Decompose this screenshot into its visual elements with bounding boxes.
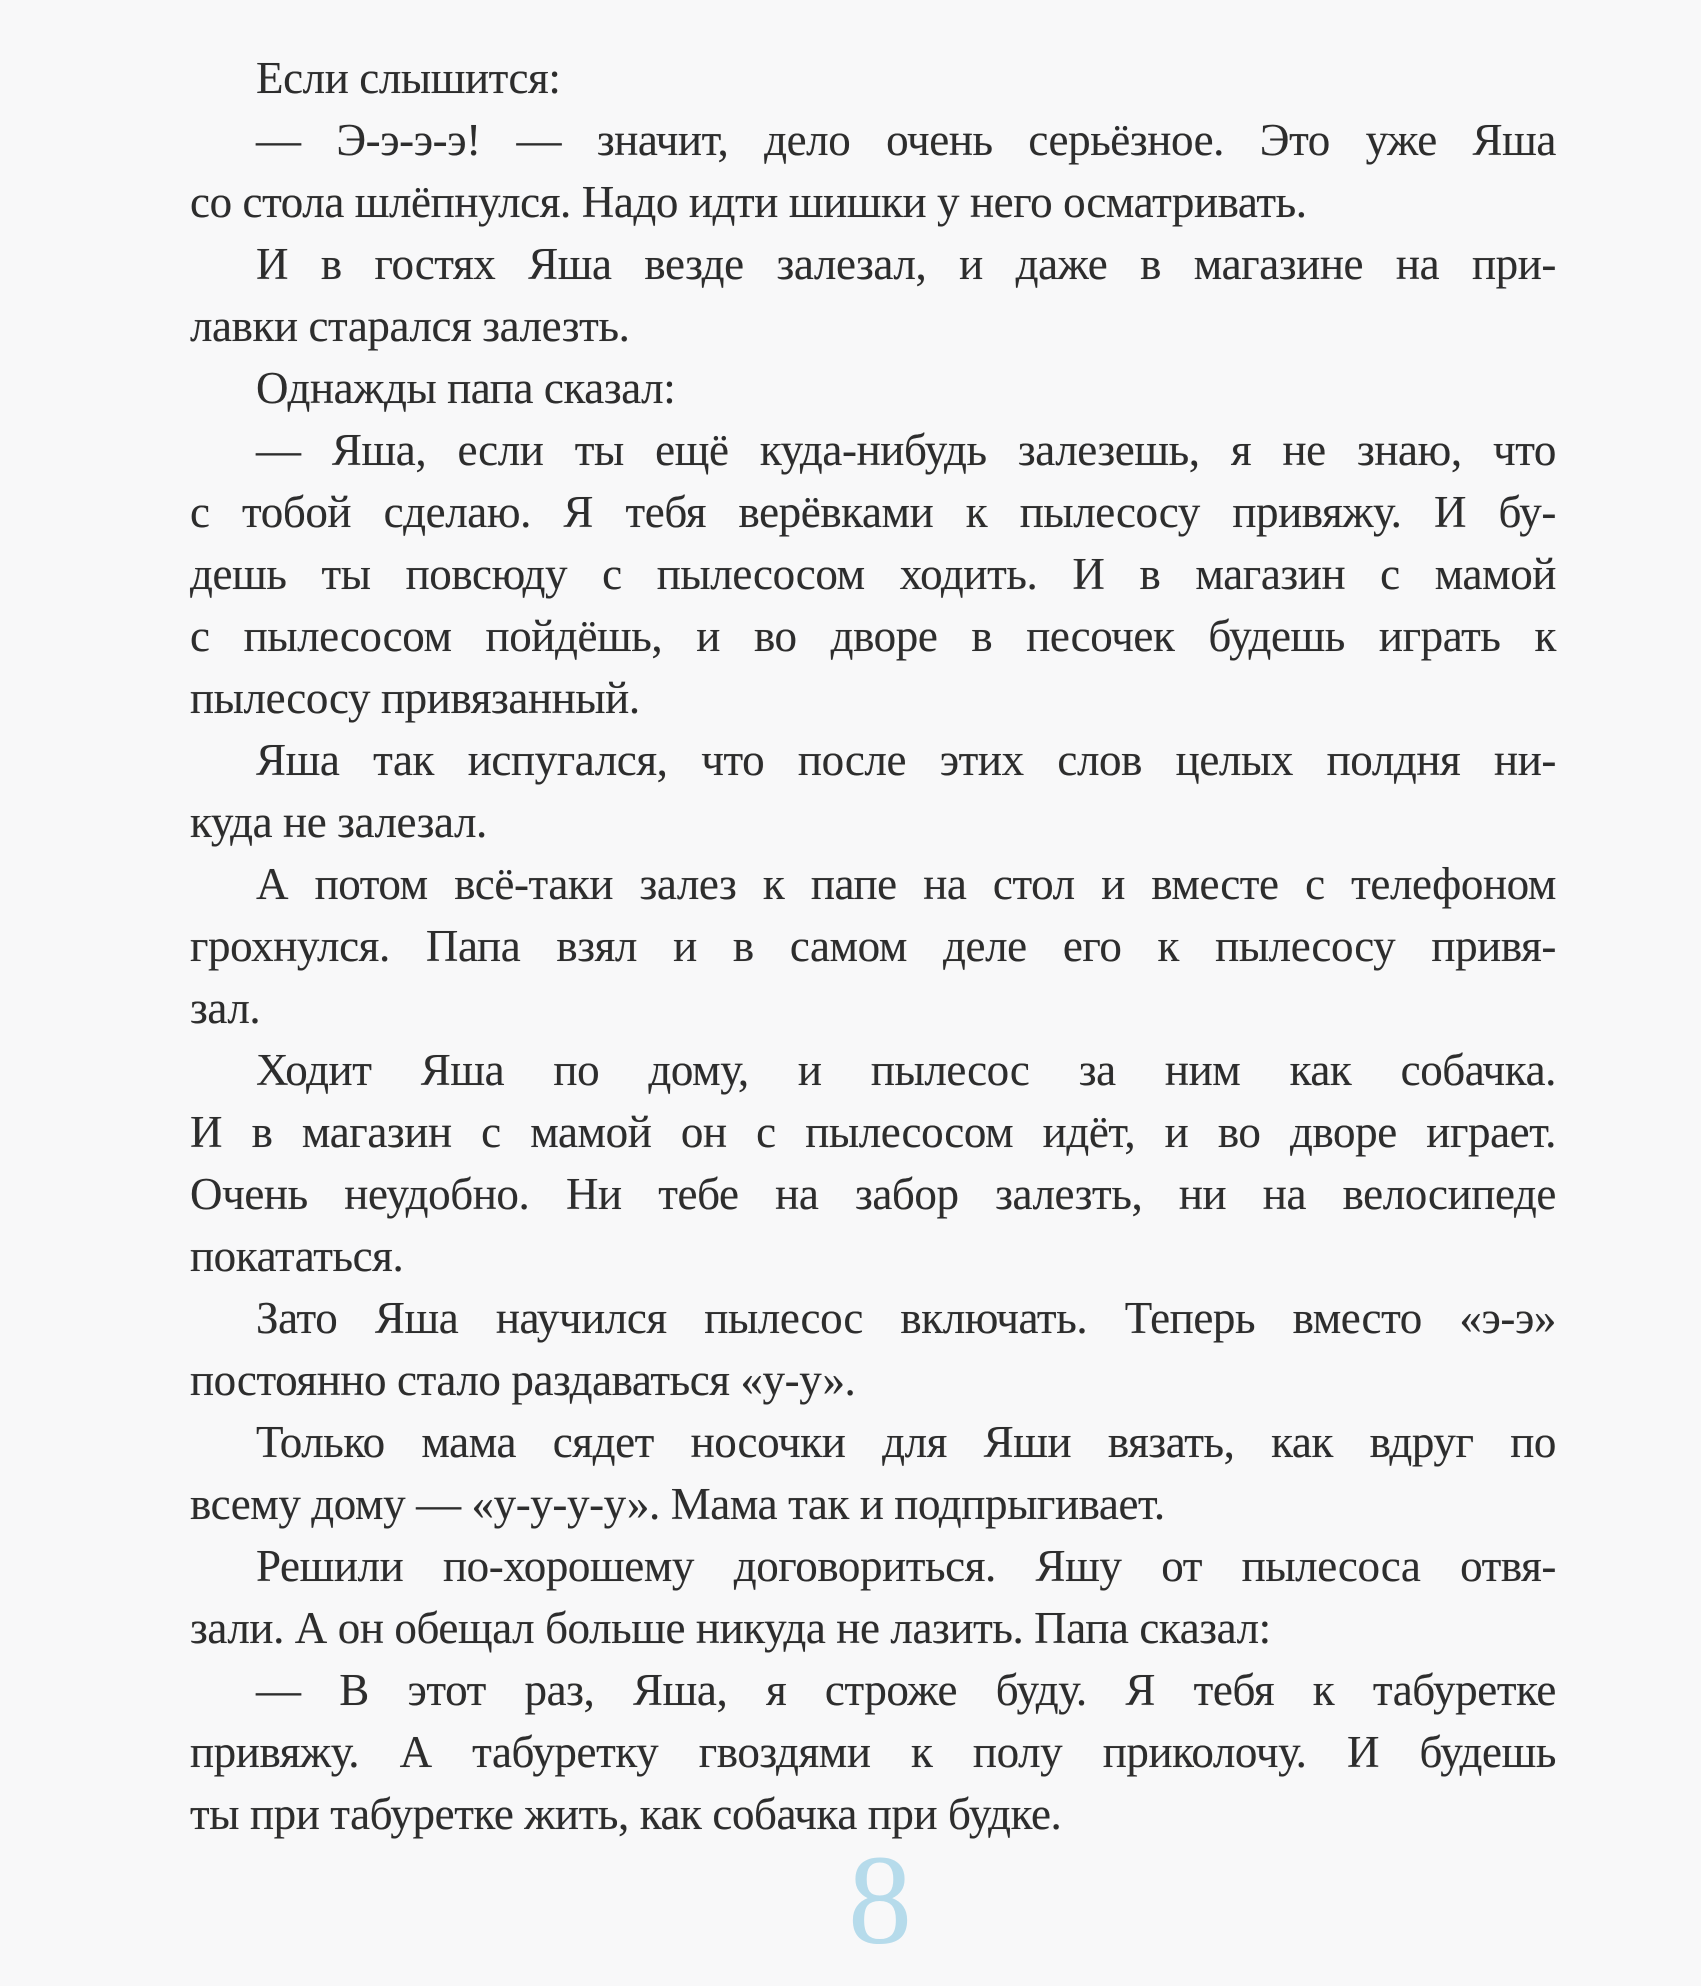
text-line: — Э-э-э-э! — значит, дело очень серьёзное. Это уже Яша: [256, 115, 1556, 165]
text-line: Если слышится:: [256, 53, 561, 103]
text-line: ты при табуретке жить, как собачка при будке.: [190, 1789, 1062, 1839]
text-line: А потом всё-таки залез к папе на стол и вместе с телефоном: [256, 859, 1556, 909]
text-line: — Яша, если ты ещё куда-нибудь залезешь, я не знаю, что: [256, 425, 1556, 475]
text-line: куда не залезал.: [190, 797, 487, 847]
text-line: пылесосу привязанный.: [190, 673, 640, 723]
text-line: зали. А он обещал больше никуда не лазить. Папа сказал:: [190, 1603, 1271, 1653]
text-line: Ходит Яша по дому, и пылесос за ним как собачка.: [256, 1045, 1556, 1095]
page-number: 8: [848, 1829, 912, 1971]
text-line: грохнулся. Папа взял и в самом деле его к пылесосу привя-: [190, 921, 1556, 971]
text-line: с пылесосом пойдёшь, и во дворе в песочек будешь играть к: [190, 611, 1556, 661]
text-line: дешь ты повсюду с пылесосом ходить. И в магазин с мамой: [190, 549, 1556, 599]
text-line: — В этот раз, Яша, я строже буду. Я тебя к табуретке: [256, 1665, 1556, 1715]
text-line: постоянно стало раздаваться «у-у».: [190, 1355, 856, 1405]
text-line: со стола шлёпнулся. Надо идти шишки у него осматривать.: [190, 177, 1307, 227]
text-line: зал.: [190, 983, 261, 1033]
text-line: с тобой сделаю. Я тебя верёвками к пылесосу привяжу. И бу-: [190, 487, 1556, 537]
text-line: лавки старался залезть.: [190, 301, 630, 351]
text-line: покататься.: [190, 1231, 404, 1281]
text-line: Очень неудобно. Ни тебе на забор залезть, ни на велосипеде: [190, 1169, 1556, 1219]
text-line: Однажды папа сказал:: [256, 363, 676, 413]
text-line: Только мама сядет носочки для Яши вязать, как вдруг по: [256, 1417, 1556, 1467]
page-text: [190, 47, 1556, 1845]
text-line: Решили по-хорошему договориться. Яшу от пылесоса отвя-: [256, 1541, 1556, 1591]
text-line: И в гостях Яша везде залезал, и даже в магазине на при-: [256, 239, 1556, 289]
text-line: Зато Яша научился пылесос включать. Теперь вместо «э-э»: [256, 1293, 1556, 1343]
text-line: И в магазин с мамой он с пылесосом идёт, и во дворе играет.: [190, 1107, 1556, 1157]
text-line: привяжу. А табуретку гвоздями к полу приколочу. И будешь: [190, 1727, 1556, 1777]
text-line: всему дому — «у-у-у-у». Мама так и подпрыгивает.: [190, 1479, 1165, 1529]
text-line: Яша так испугался, что после этих слов целых полдня ни-: [256, 735, 1556, 785]
